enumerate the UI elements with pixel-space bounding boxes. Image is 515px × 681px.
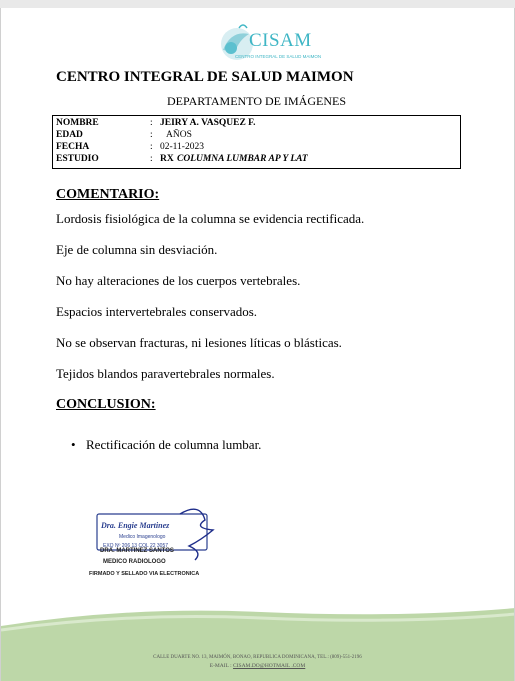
page-title: CENTRO INTEGRAL DE SALUD MAIMON — [56, 69, 354, 85]
stamp-license: EXQ Nº 206 13 COL 22 3057 — [103, 543, 169, 549]
info-value: AÑOS — [166, 130, 192, 140]
info-value: 02-11-2023 — [160, 142, 204, 152]
department-heading: DEPARTAMENTO DE IMÁGENES — [167, 94, 346, 108]
footer-email-label: E-MAIL : — [209, 663, 232, 669]
info-value-prefix: RX — [160, 154, 174, 164]
signature-note: FIRMADO Y SELLADO VIA ELECTRONICA — [89, 571, 200, 577]
info-label: FECHA — [56, 142, 90, 152]
signature-scrawl — [180, 509, 213, 560]
signer-name: DRA. MARTINEZ SANTOS — [100, 548, 174, 554]
comentario-line: Eje de columna sin desviación. — [56, 242, 218, 257]
stamp-title: Medico Imagenologo — [119, 534, 166, 540]
info-value: JEIRY A. VASQUEZ F. — [160, 118, 256, 128]
info-separator: : — [150, 130, 153, 140]
info-row-fecha — [56, 141, 460, 153]
comentario-line: Espacios intervertebrales conservados. — [56, 304, 258, 319]
footer-email-link[interactable]: CISAM.DO@HOTMAIL .COM — [233, 663, 306, 669]
info-label: ESTUDIO — [56, 154, 99, 164]
comentario-line: Lordosis fisiológica de la columna se evidencia rectificada. — [56, 211, 365, 226]
info-separator: : — [150, 118, 153, 128]
footer-address: CALLE DUARTE NO. 13, MAIMÓN, BONAO, REPUBLICA DOMINICANA, TEL.: (809)-551-2196 — [153, 655, 362, 660]
info-row-nombre — [56, 117, 460, 129]
logo-wordmark: CISAM — [249, 30, 312, 51]
conclusion-item-text: Rectificación de columna lumbar. — [86, 437, 262, 452]
comentario-line: No se observan fracturas, ni lesiones líticas o blásticas. — [56, 335, 342, 350]
stamp-name: Dra. Engie Martinez — [101, 521, 170, 530]
comentario-line: Tejidos blandos paravertebrales normales. — [56, 366, 275, 381]
info-value: COLUMNA LUMBAR AP Y LAT — [177, 154, 308, 164]
logo-subtitle: CENTRO INTEGRAL DE SALUD MAIMON — [235, 54, 322, 59]
info-label: NOMBRE — [56, 118, 99, 128]
report-page — [0, 8, 515, 681]
bullet-icon: • — [71, 437, 76, 452]
conclusion-heading: CONCLUSION: — [56, 397, 156, 412]
info-row-estudio — [56, 153, 460, 165]
info-label: EDAD — [56, 130, 83, 140]
patient-info-box — [52, 115, 461, 169]
comentario-line: No hay alteraciones de los cuerpos vertebrales. — [56, 273, 301, 288]
signer-role: MEDICO RADIOLOGO — [103, 559, 166, 565]
info-row-edad — [56, 129, 460, 141]
info-separator: : — [150, 154, 153, 164]
footer-email — [1, 663, 514, 669]
info-separator: : — [150, 142, 153, 152]
comentario-heading: COMENTARIO: — [56, 187, 160, 202]
